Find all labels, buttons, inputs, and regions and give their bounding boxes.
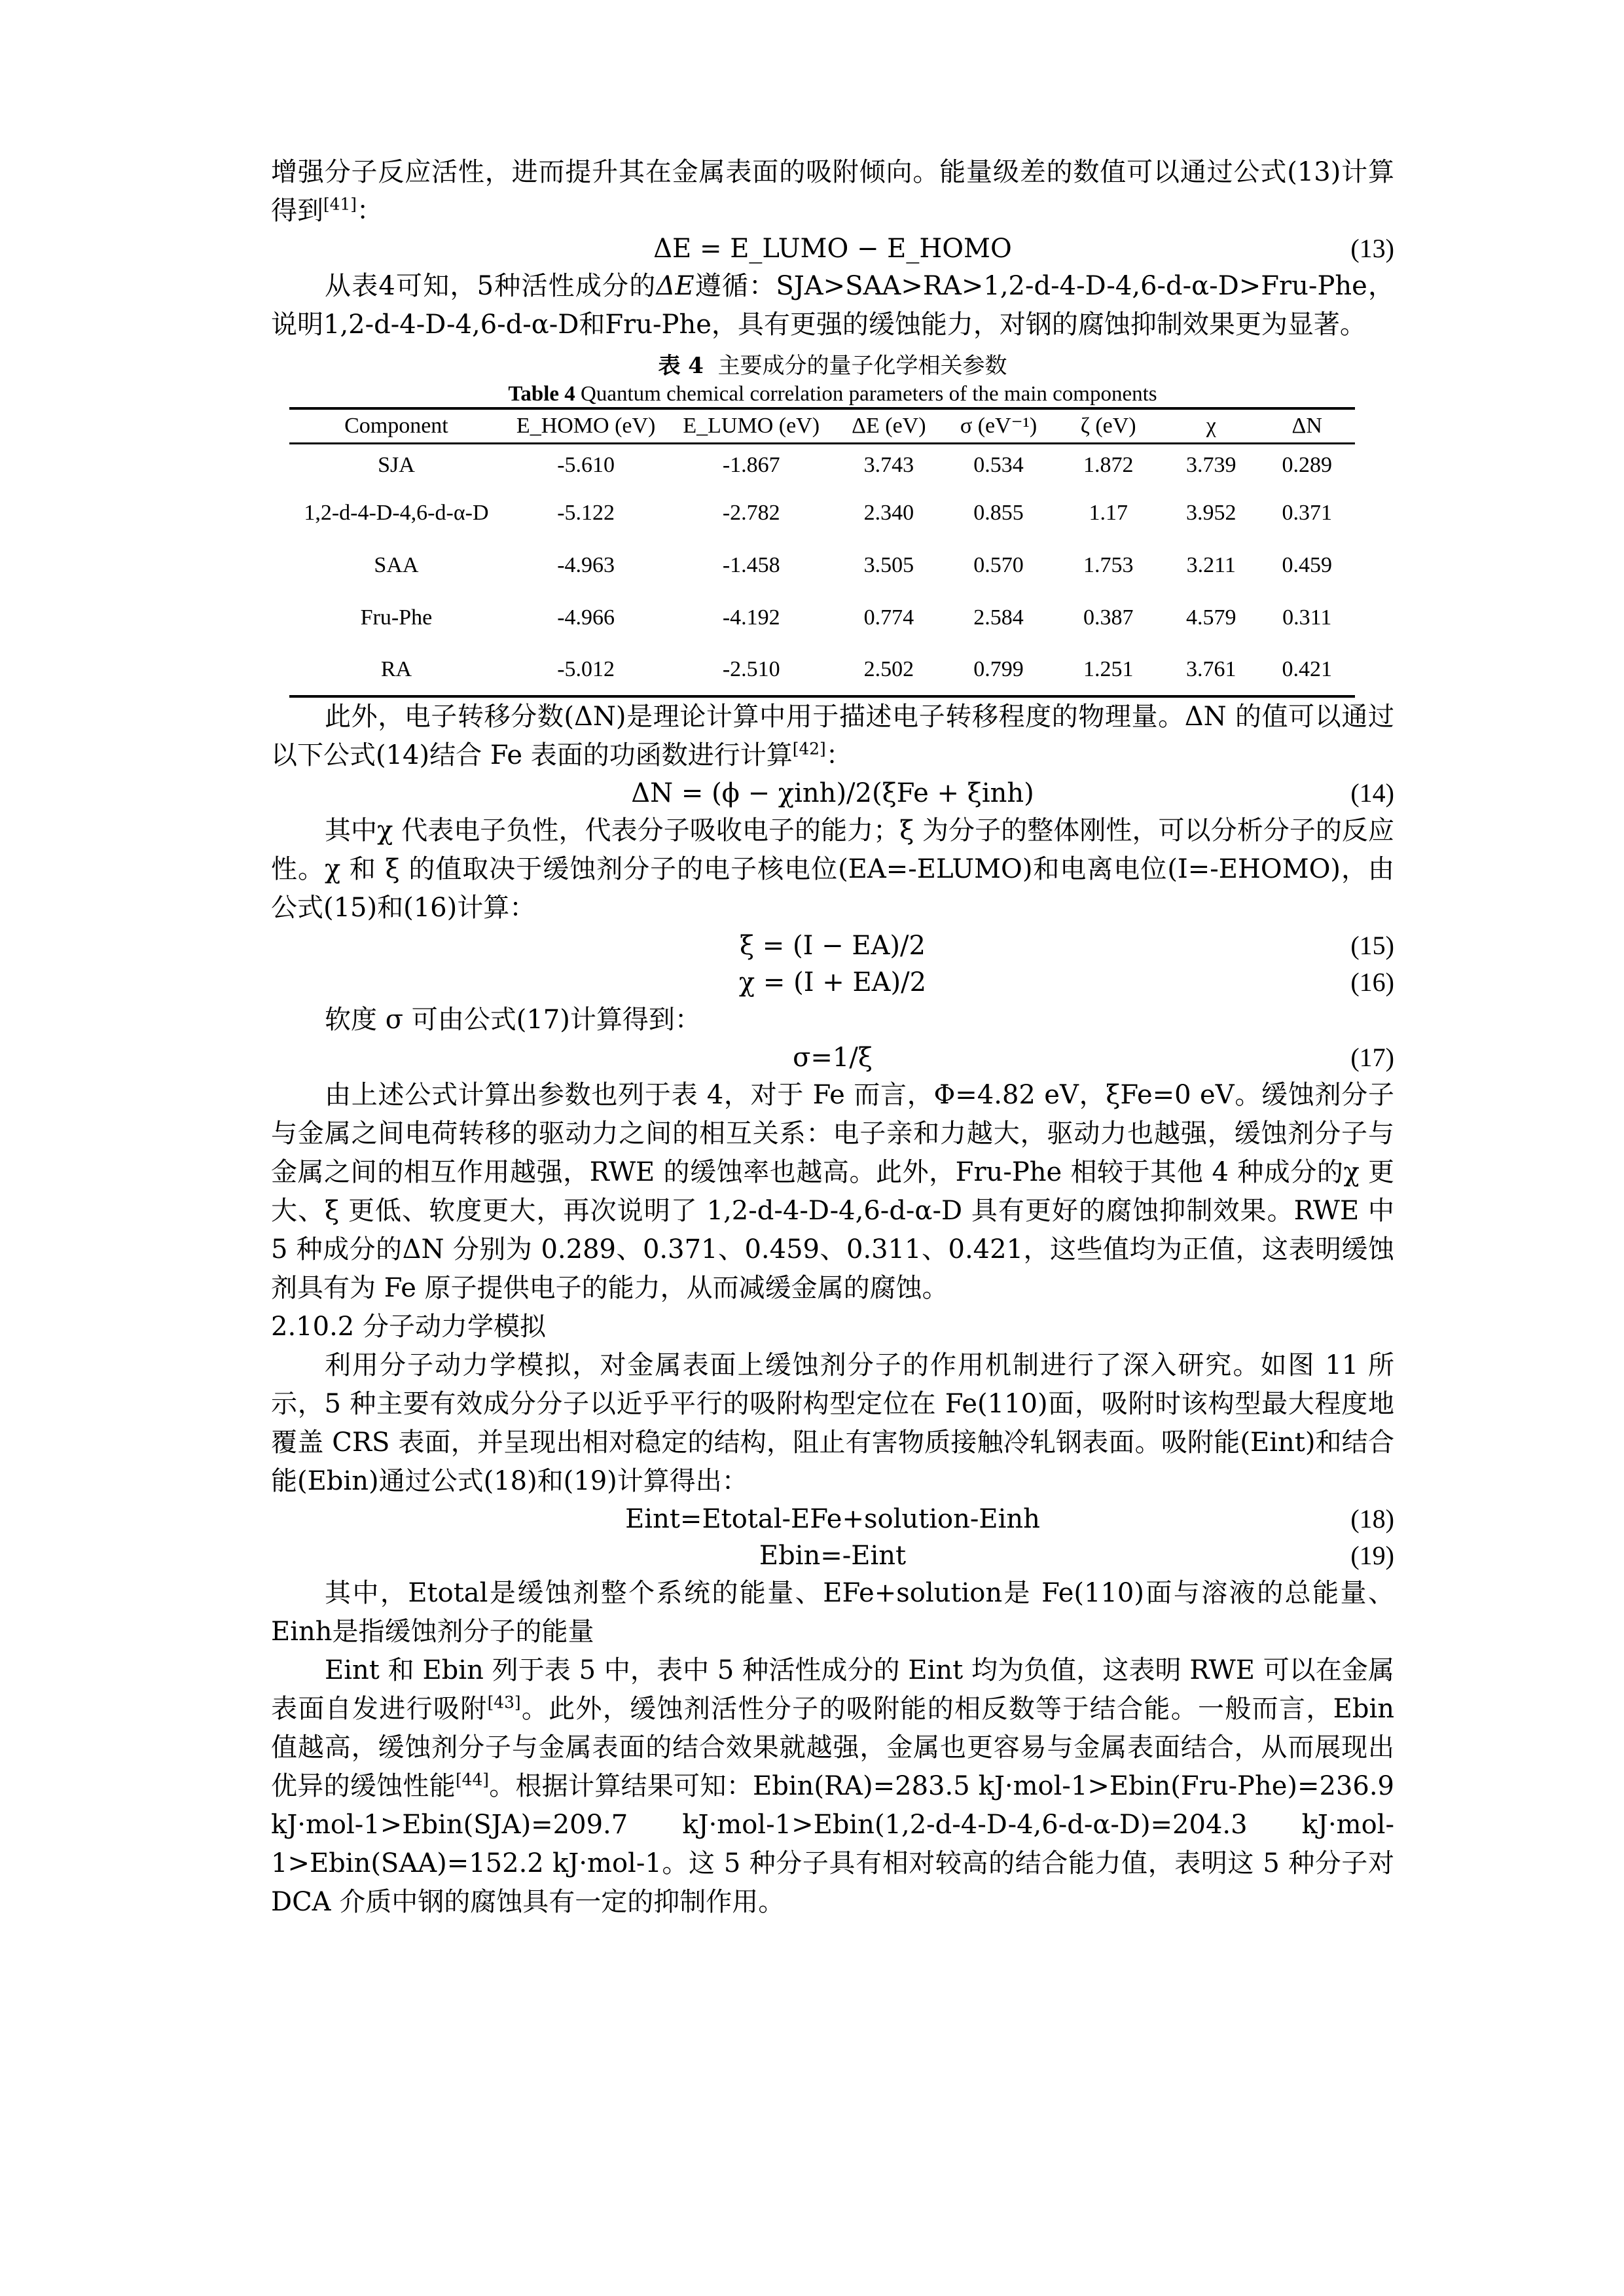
cell: -4.963 [557,552,615,577]
cell: 2.340 [863,500,914,525]
table-caption-en: Table 4 Quantum chemical correlation parameters of the main components [508,382,1157,406]
header-elumo: E_LUMO (eV) [668,408,834,444]
paragraph-7: 利用分子动力学模拟，对金属表面上缓蚀剂分子的作用机制进行了深入研究。如图 11 所示，5 种主要有效成分分子以近乎平行的吸附构型定位在 Fe(110)面，吸附时该构型最大程度地覆盖 CRS 表面，并呈现出相对稳定的结构，阻止有害物质接触冷轧钢表面。吸附能(Eint)和结合能(Ebin)通过公式(18)和(19)计算得出： [271,1350,1394,1496]
table-header-row [289,408,1355,444]
equation-14-number: (14) [1350,778,1394,808]
cell: -2.510 [668,644,834,696]
cell: -5.012 [503,644,669,696]
cell: 2.502 [834,644,944,696]
paragraph-5: 软度 σ 可由公式(17)计算得到： [325,1004,701,1035]
header-delta-n: ΔN [1259,408,1355,444]
cell: 3.505 [863,552,914,577]
paper-page [271,153,1394,1922]
equation-19-formula: Ebin=-Eint [759,1540,907,1571]
cell: 0.774 [863,605,914,630]
cell: 3.211 [1186,552,1236,577]
paragraph-2: 从表4可知，5种活性成分的ΔE遵循：SJA>SAA>RA>1,2-d-4-D-4,6-d-α-D>Fru-Phe，说明1,2-d-4-D-4,6-d-α-D和Fru-Phe，具有更强的缓蚀能力，对钢的腐蚀抑制效果更为显著。 [271,271,1394,340]
equation-19 [271,1537,1394,1574]
equation-14-formula: ΔN = (ϕ − χinh)/2(ξFe + ξinh) [631,778,1034,808]
section-heading: 2.10.2 分子动力学模拟 [271,1311,546,1342]
equation-13 [271,230,1394,267]
paragraph-9: Eint 和 Ebin 列于表 5 中，表中 5 种活性成分的 Eint 均为负值，这表明 RWE 可以在金属表面自发进行吸附[43]。此外，缓蚀剂活性分子的吸附能的相反数等于结合能。一般而言，Ebin 值越高，缓蚀剂分子与金属表面的结合效果就越强，金属也更容易与金属表面结合，从而展现出优异的缓蚀性能[44]。根据计算结果可知：Ebin(RA)=283.5 kJ·mol-1>Ebin(Fru-Phe)=236.9 kJ·mol-1>Ebin(SJA)=209.7 kJ·mol-1>Ebin(1,2-d-4-D-4,6-d-α-D)=204.3 kJ·mol-1>Ebin(SAA)=152.2 kJ·mol-1。这 5 种分子具有相对较高的结合能力值，表明这 5 种分子对 DCA 介质中钢的腐蚀具有一定的抑制作用。 [271,1655,1395,1917]
paragraph-8: 其中，Etotal是缓蚀剂整个系统的能量、EFe+solution是 Fe(110)面与溶液的总能量、Einh是指缓蚀剂分子的能量 [271,1577,1394,1647]
header-component: Component [289,408,503,444]
cell: -5.122 [557,500,615,525]
table-row [289,487,1355,539]
cell: 3.743 [863,453,914,478]
cell: -2.782 [722,500,780,525]
equation-17 [271,1039,1394,1076]
table-row [289,644,1355,696]
header-sigma: σ (eV⁻¹) [944,408,1054,444]
table-caption-zh: 表 4 主要成分的量子化学相关参数 [658,353,1007,379]
quantum-parameters-table [289,407,1355,698]
equation-14 [271,775,1394,812]
cell: 0.371 [1282,500,1332,525]
paragraph-6: 由上述公式计算出参数也列于表 4，对于 Fe 而言，Φ=4.82 eV，ξFe=0 eV。缓蚀剂分子与金属之间电荷转移的驱动力之间的相互关系：电子亲和力越大，驱动力也越强，缓蚀剂分子与金属之间的相互作用越强，RWE 的缓蚀率也越高。此外，Fru-Phe 相较于其他 4 种成分的χ 更大、ξ 更低、软度更大，再次说明了 1,2-d-4-D-4,6-d-α-D 具有更好的腐蚀抑制效果。RWE 中 5 种成分的ΔN 分别为 0.289、0.371、0.459、0.311、0.421，这些值均为正值，这表明缓蚀剂具有为 Fe 原子提供电子的能力，从而减缓金属的腐蚀。 [271,1079,1394,1303]
equation-15 [271,927,1394,964]
cell: 0.570 [973,552,1024,577]
header-zeta: ζ (eV) [1053,408,1163,444]
equation-18 [271,1501,1394,1537]
cell: 3.761 [1163,644,1259,696]
cell: 0.311 [1282,605,1332,630]
equation-15-number: (15) [1350,930,1394,960]
equation-13-number: (13) [1350,234,1394,263]
cell: -5.610 [557,453,615,478]
equation-15-formula: ξ = (I − EA)/2 [740,930,926,961]
cell: 0.799 [944,644,1054,696]
equation-13-formula: ΔE = E_LUMO − E_HOMO [653,234,1012,264]
table-row [289,592,1355,644]
header-ehomo: E_HOMO (eV) [503,408,669,444]
cell: 2.584 [973,605,1024,630]
cell: 0.534 [973,453,1024,478]
cell: 0.421 [1259,644,1355,696]
cell: 1.753 [1083,552,1134,577]
cell: 1.17 [1089,500,1128,525]
table-row [289,539,1355,592]
cell: -4.966 [557,605,615,630]
cell: RA [289,644,503,696]
cell: SJA [378,453,415,478]
cell: 0.387 [1083,605,1134,630]
cell: 0.855 [973,500,1024,525]
cell: -4.192 [722,605,780,630]
header-chi: χ [1163,408,1259,444]
paragraph-1: 增强分子反应活性，进而提升其在金属表面的吸附倾向。能量级差的数值可以通过公式(13)计算得到[41]： [271,157,1394,226]
equation-18-formula: Eint=Etotal-EFe+solution-Einh [625,1503,1040,1534]
cell: 1.251 [1053,644,1163,696]
cell: 3.739 [1186,453,1236,478]
cell: -1.458 [722,552,780,577]
cell: 0.289 [1282,453,1332,478]
paragraph-3: 此外，电子转移分数(ΔN)是理论计算中用于描述电子转移程度的物理量。ΔN 的值可以通过以下公式(14)结合 Fe 表面的功函数进行计算[42]： [271,701,1394,770]
cell: 0.459 [1282,552,1332,577]
equation-17-formula: σ=1/ξ [793,1042,873,1073]
cell: SAA [374,552,419,577]
equation-16-number: (16) [1350,967,1394,997]
cell: Fru-Phe [360,605,433,630]
equation-17-number: (17) [1350,1042,1394,1072]
equation-19-number: (19) [1350,1540,1394,1570]
cell: 1.872 [1083,453,1134,478]
cell: -1.867 [722,453,780,478]
equation-18-number: (18) [1350,1503,1394,1534]
header-delta-e: ΔE (eV) [834,408,944,444]
cell: 4.579 [1186,605,1236,630]
equation-16 [271,964,1394,1001]
cell: 1,2-d-4-D-4,6-d-α-D [304,500,489,525]
equation-16-formula: χ = (I + EA)/2 [738,967,927,997]
table-row [289,444,1355,487]
paragraph-4: 其中χ 代表电子负性，代表分子吸收电子的能力；ξ 为分子的整体刚性，可以分析分子的反应性。χ 和 ξ 的值取决于缓蚀剂分子的电子核电位(EA=-ELUMO)和电离电位(I=-EHOMO)，由公式(15)和(16)计算： [271,815,1394,923]
cell: 3.952 [1186,500,1236,525]
